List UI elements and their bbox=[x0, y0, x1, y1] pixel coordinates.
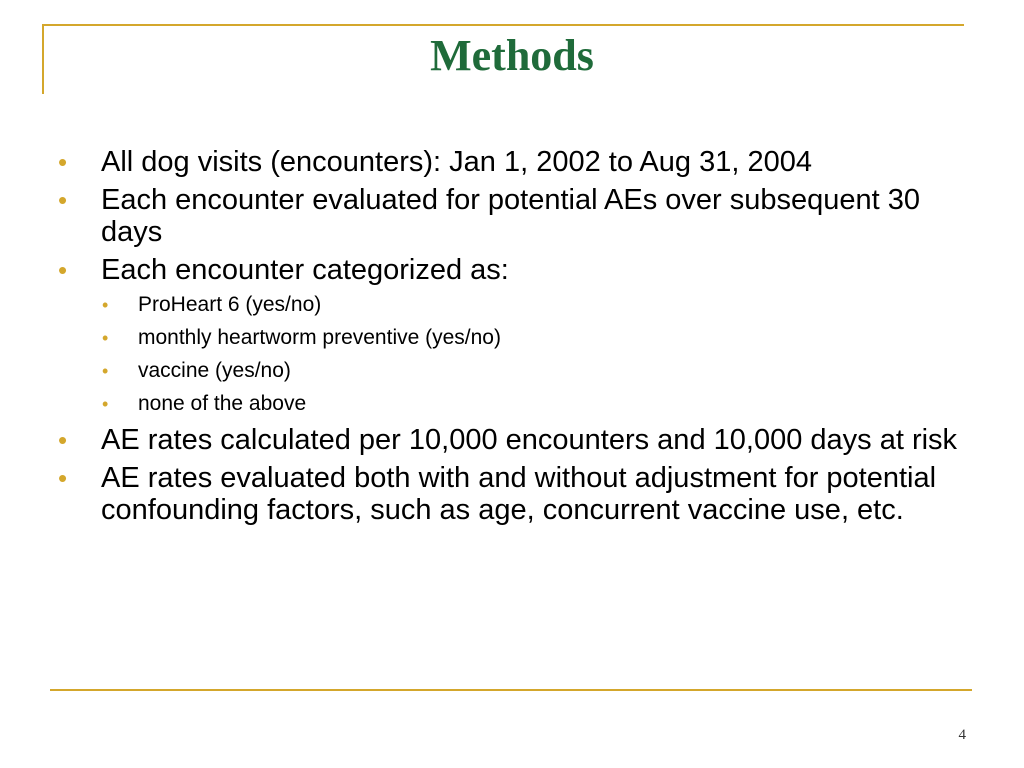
bullet-item bbox=[58, 462, 978, 526]
bullet-dot-icon: • bbox=[58, 425, 68, 455]
sub-bullet-text: ProHeart 6 (yes/no) bbox=[138, 293, 322, 316]
sub-bullet-text: monthly heartworm preventive (yes/no) bbox=[138, 326, 501, 349]
bullet-item bbox=[58, 146, 978, 178]
sub-bullet-item bbox=[58, 358, 978, 384]
bullet-dot-icon: • bbox=[102, 361, 109, 381]
sub-bullet-text: none of the above bbox=[138, 392, 307, 415]
bullet-item bbox=[58, 184, 978, 248]
bullet-list bbox=[58, 146, 978, 532]
bullet-text: Each encounter categorized as: bbox=[101, 254, 509, 286]
bullet-dot-icon: • bbox=[58, 463, 68, 493]
bullet-text: All dog visits (encounters): Jan 1, 2002 to Aug 31, 2004 bbox=[101, 146, 812, 178]
bullet-text: AE rates evaluated both with and without adjustment for potential confounding factors, such as age, concurrent vaccine use, etc. bbox=[101, 462, 937, 526]
bullet-dot-icon: • bbox=[58, 255, 68, 285]
bullet-dot-icon: • bbox=[102, 295, 109, 315]
page-number: 4 bbox=[958, 727, 966, 743]
title-frame-top-line bbox=[42, 24, 964, 26]
sub-bullet-text: vaccine (yes/no) bbox=[138, 359, 291, 382]
footer-divider-line bbox=[50, 689, 972, 691]
bullet-item bbox=[58, 424, 978, 456]
bullet-dot-icon: • bbox=[58, 185, 68, 215]
bullet-item bbox=[58, 254, 978, 286]
bullet-dot-icon: • bbox=[102, 328, 109, 348]
bullet-dot-icon: • bbox=[58, 147, 68, 177]
bullet-dot-icon: • bbox=[102, 394, 109, 414]
sub-bullet-item bbox=[58, 391, 978, 417]
slide-title: Methods bbox=[430, 31, 594, 80]
sub-bullet-item bbox=[58, 292, 978, 318]
bullet-text: AE rates calculated per 10,000 encounters and 10,000 days at risk bbox=[101, 424, 958, 456]
bullet-text: Each encounter evaluated for potential AEs over subsequent 30 days bbox=[101, 184, 921, 248]
sub-bullet-item bbox=[58, 325, 978, 351]
